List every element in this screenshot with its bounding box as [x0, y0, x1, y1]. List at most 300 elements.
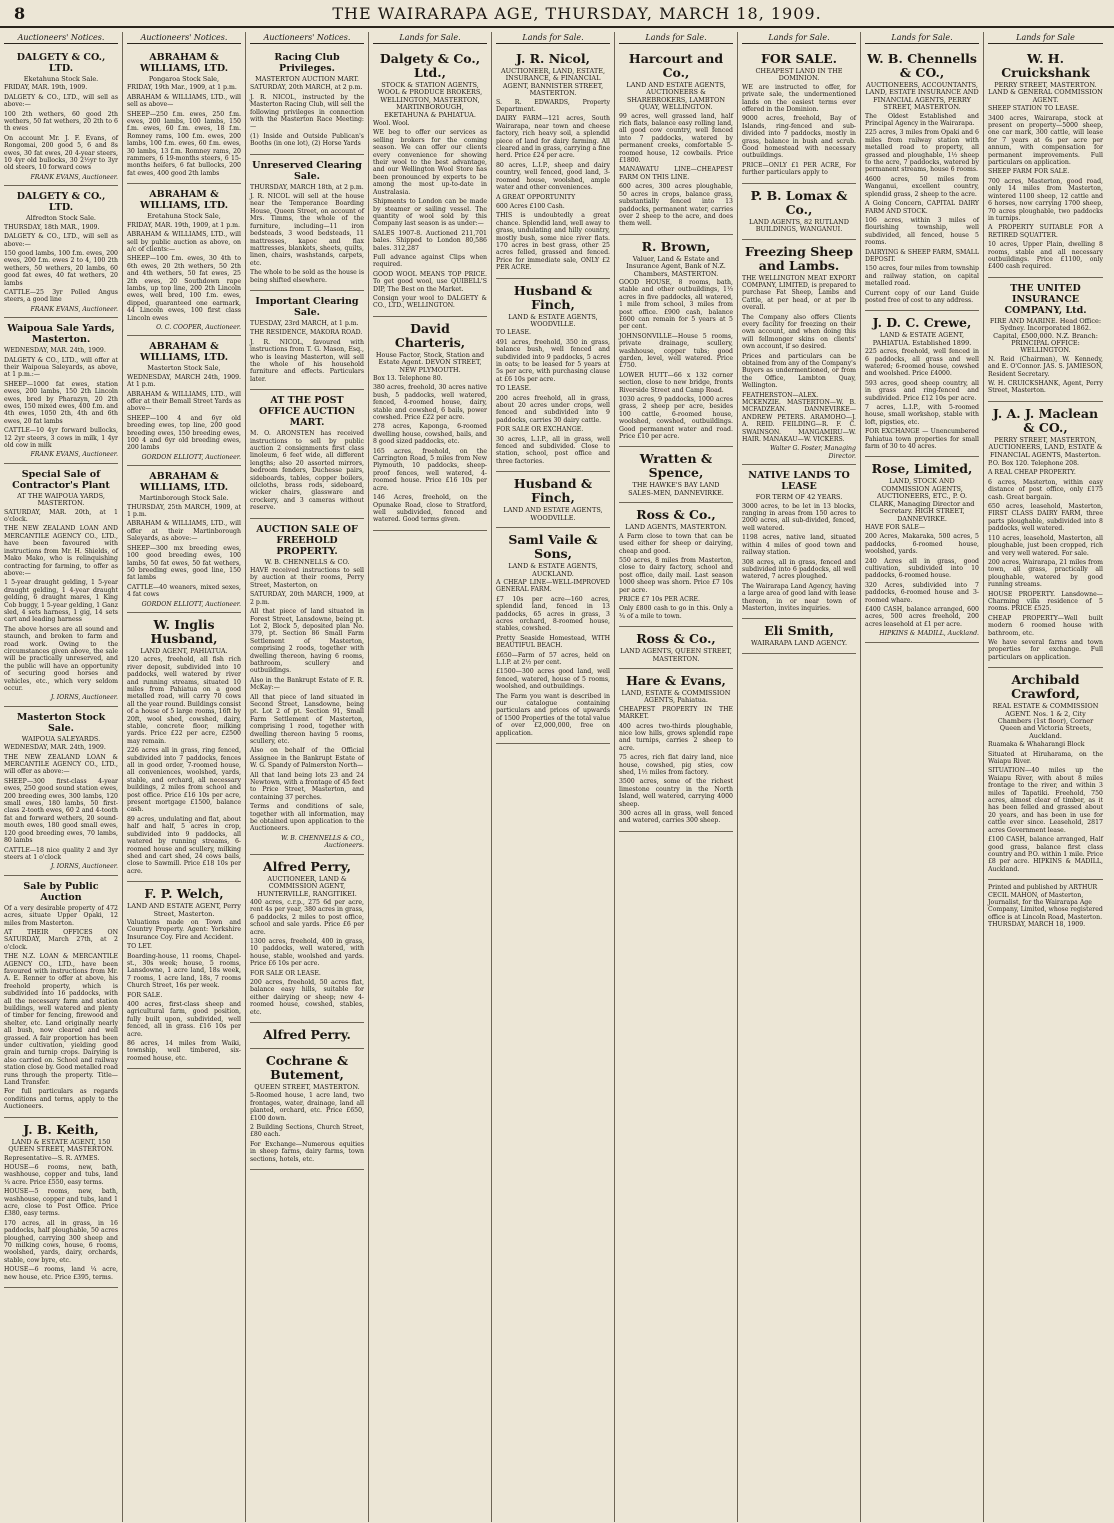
ad-paragraph: The Wairarapa Land Agency, having a large area of good land with lease thereon, in or near town of Masterton, invites inquiries. — [742, 582, 856, 612]
ad-paragraph: J. R. NICOL will sell at the house near the Temperance Boarding House, Queen Street, on account of Mrs. Timms, the whole of the furniture, including—11 iron bedsteads, 3 wood bedsteads, 11 mattresses, kapoc and flax mattresses, blankets, sheets, quilts, linen, chairs, washstands, carpets, etc. — [250, 193, 364, 267]
column-header: Auctioneers' Notices. — [127, 32, 241, 44]
imprint-footer: Printed and published by ARTHUR CECIL MAHON, of Masterton, Journalist, for the Wairarapa Age Company, Limited, whose registered office is at Lincoln Road, Masterton. THURSDAY, MARCH 18, 1909. — [988, 884, 1103, 929]
ad-paragraph: LOWER HUTT—66 x 132 corner section, close to new bridge, fronts Riverside Street and Camp Road. — [619, 371, 733, 394]
ad-paragraph: Shipments to London can be made by steamer or sailing vessel. The quantity of wool sold by this Company last season is as under:— — [373, 198, 487, 228]
ad-paragraph: 300 acres all in grass, well fenced and watered, carries 300 sheep. — [619, 810, 733, 825]
advertisement — [127, 466, 241, 613]
ad-paragraph: Prices and particulars can be obtained from any of the Company's Buyers as undermentioned, or from the Office, Lambton Quay, Wellington. — [742, 352, 856, 390]
ad-paragraph: SHEEP—300 mx breeding ewes, 100 good breeding ewes, 100 lambs, 50 fat ewes, 50 fat wethers, 50 breeding ewes, good line, 150 fat lambs — [127, 544, 241, 582]
ad-paragraph: 2 Building Sections, Church Street, £80 each. — [250, 1124, 364, 1139]
ad-paragraph: HOUSE—5 rooms, new, bath, washhouse, copper and tubs, land 1 acre, close to Post Office. Price £380, easy terms. — [4, 1188, 118, 1218]
ad-subheading: LAND AGENTS, 82 RUTLAND BUILDINGS, WANGANUI. — [749, 217, 849, 234]
ad-paragraph: 3400 acres, Wairarapa, stock at present on property—5000 sheep, one car mark, 300 cattle, will lease for 7 years at 6s per acre per annum, with compensation for permanent improvements. Full particulars on application. — [988, 114, 1103, 167]
advertisement — [373, 47, 487, 317]
ad-heading: FOR SALE. — [761, 51, 837, 66]
ad-paragraph: 99 acres, well grassed land, half rich flats, balance easy rolling land, all good cow country, well fenced into 7 paddocks, watered by permanent creeks, comfortable 5-roomed house, 12 cowbails. Price £1800. — [619, 112, 733, 165]
ad-paragraph: 200 acres, Wairarapa, 21 miles from town, all grass, practically all ploughable, watered by good running streams. — [988, 558, 1103, 589]
ad-paragraph: SATURDAY, 20th MARCH, 1909, at 2 p.m. — [250, 591, 364, 606]
ad-heading: Alfred Perry. — [263, 1027, 351, 1042]
ad-paragraph: TO LEASE. — [496, 329, 531, 337]
ad-paragraph: THIS is undoubtedly a great chance. Splendid land, well away to grass, undulating and hilly country, mostly bush, some nice river flats. 170 acres in best grass, other 25 acres felled, grassed and fenced. Price for immediate sale, ONLY £2 PER ACRE. — [496, 212, 610, 272]
ad-subheading: LAND AND ESTATE AGENTS, AUCTIONEERS & SHAREBROKERS, LAMBTON QUAY, WELLINGTON. — [626, 81, 726, 112]
ad-heading: Rose, Limited, — [871, 461, 973, 477]
advertisement — [742, 184, 856, 240]
ad-paragraph: 1030 acres, 9 paddocks, 1000 acres grass, 2 sheep per acre, besides 100 cattle, 6-roomed house, woolshed, cowshed, outbuildings. Good permanent water and road. Price £10 per acre. — [619, 396, 733, 441]
ad-heading: J. B. Keith, — [23, 1121, 99, 1137]
advertisement — [250, 47, 364, 155]
ad-paragraph: 120 acres, freehold, all fish rich river deposit, subdivided into 10 paddocks, well watered by river and running streams, situated 10 miles from Pahiatua on a good metalled road, will carry 70 cows all the year round. Buildings consist of a house of 5 large rooms, 16ft by 20ft, wool shed, cowshed, dairy, stable, concrete floor, milking yards. Price £22 per acre, £2500 may remain. — [127, 656, 241, 745]
advertisement — [373, 317, 487, 531]
newspaper-title: THE WAIRARAPA AGE, THURSDAY, MARCH 18, 1909. — [332, 3, 822, 23]
ad-paragraph: SITUATION—40 miles up the Waiapu River, with about 8 miles frontage to the river, and within 3 miles of Tapatiki. Freehold, 750 acres, almost clear of timber, as it has been felled and grassed about 20 years, and has been in use for cattle ever since. Leasehold, 2817 acres Government lease. — [988, 767, 1103, 834]
ad-paragraph: 380 acres, freehold, 30 acres native bush, 5 paddocks, well watered, fenced, 4-roomed house, dairy, stable and cowshed, 6 bails, power cowshed. Price £22 per acre. — [373, 384, 487, 422]
ad-paragraph: DALGETY & CO., LTD., will offer at their Waipoua Saleyards, as above, at 1 p.m.:— — [4, 356, 118, 379]
ad-paragraph: Wool. Wool. — [373, 120, 410, 128]
ad-paragraph: PRICE £7 10s PER ACRE. — [619, 595, 700, 603]
advertisement — [127, 336, 241, 466]
ad-heading: David Charteris, — [394, 320, 466, 350]
ad-subheading: AUCTIONEER, LAND & COMMISSION AGENT, HUNTERVILLE, RANGITIKEI. — [257, 874, 357, 898]
ad-paragraph: The Farm you want is described in our catalogue containing particulars and prices of upwards of 1500 Properties of the total value of over £2,000,000, free on application. — [496, 692, 610, 737]
ad-paragraph: THURSDAY, 18th MAR., 1909. — [4, 223, 100, 231]
ad-paragraph: 600 acres, 300 acres ploughable, 50 acres in crops, balance grass, substantially fenced into 13 paddocks, permanent water, carries over 2 sheep to the acre, and does them well. — [619, 183, 733, 228]
ad-heading: R. Brown, — [641, 238, 711, 254]
ad-paragraph: CATTLE—25 3yr Polled Angus steers, a good line — [4, 288, 118, 304]
ad-paragraph: 5-Roomed house, 1 acre land, two frontages, water, drainage, land all planted, orchard, etc. Price £650, £100 down. — [250, 1092, 364, 1122]
advertisement — [988, 278, 1103, 402]
ad-subheading: CHEAPEST LAND IN THE DOMINION. — [755, 67, 843, 83]
ad-heading: Freezing Sheep and Lambs. — [745, 243, 853, 273]
ad-subheading: Eretahuna Stock Sale, — [147, 212, 221, 221]
ad-signature: Walter G. Foster, Managing Director. — [769, 445, 856, 460]
ad-paragraph: CHEAP PROPERTY—Well built modern 6 roomed house with bathroom, etc. — [988, 614, 1103, 637]
ad-paragraph: THURSDAY, 25th MARCH, 1909, at 1 p.m. — [127, 503, 241, 519]
ad-paragraph: SHEEP—250 f.m. ewes, 250 f.m. ewes, 200 lambs, 100 lambs, 150 f.m. ewes, 60 f.m. ewes, 18 f.m. Romney rams, 100 f.m. ewes, 200 lambs, 100 f.m. ewes, 60 f.m. ewes, 30 lambs, 13 f.m. Romney rams, 20 rammers, 6 19-months steers, 6 15-months heifers, 6 fat bullocks, 200 fat ewes, 400 good 2th lambs — [127, 110, 241, 177]
ad-paragraph: ABRAHAM & WILLIAMS, LTD., will sell as above— — [127, 93, 241, 109]
column-2 — [123, 32, 246, 1522]
advertisement — [496, 472, 610, 528]
ad-paragraph: SHEEP—300 first-class 4-year ewes, 250 good sound station ewes, 200 breeding ewes, 300 lambs, 120 small ewes, 180 lambs, 50 first-class 2-tooth ewes, 60 2 and 4-tooth fat and forward wethers, 20 sound-mouth ewes, 180 good small ewes, 120 good breeding ewes, 70 lambs, 80 lambs — [4, 777, 118, 845]
ad-subheading: LAND & ESTATE AGENT, PAHIATUA. Established 1899. — [872, 331, 972, 347]
ad-subheading: AUCTIONEERS, ACCOUNTANTS, LAND, ESTATE INSURANCE AND FINANCIAL AGENTS, PERRY STREET, MASTERTON. — [865, 81, 979, 112]
column-4 — [369, 32, 492, 1522]
ad-heading: Waipoua Sale Yards, Masterton. — [7, 323, 115, 346]
ad-paragraph: 7 acres, L.I.P., with 5-roomed house, small workshop, stable with loft, pigsties, etc. — [865, 404, 979, 426]
ad-subheading: LAND, STOCK AND COMMISSION AGENTS, AUCTIONEERS, ETC., P. O. CLARK, Managing Director and Secretary. HIGH STREET, DANNEVIRKE. — [869, 477, 975, 523]
column-header: Lands for Sale. — [742, 32, 856, 44]
advertisement — [4, 876, 118, 1118]
ad-paragraph: 170 acres, all in grass, in 16 paddocks, half ploughable, 50 acres ploughed, carrying 300 sheep and 70 milking cows, house, 6 rooms, woolshed, yards, dairy, orchards, stable, cow byre, etc. — [4, 1219, 118, 1264]
ad-subheading: MASTERTON AUCTION MART. — [255, 75, 359, 83]
ad-paragraph: 3500 acres, some of the richest limestone country in the North Island, well watered, carrying 4000 sheep. — [619, 778, 733, 808]
ad-subheading: House Factor, Stock, Station and Estate Agent. DEVON STREET, NEW PLYMOUTH. — [375, 350, 485, 374]
column-3 — [246, 32, 369, 1522]
columns — [0, 32, 1114, 1522]
column-7 — [738, 32, 861, 1522]
ad-heading: Saml Vaile & Sons, — [508, 532, 598, 562]
ad-paragraph: HOUSE PROPERTY. Lansdowne—Charming villa residence of 5 rooms. PRICE £525. — [988, 590, 1103, 613]
ad-heading: Sale by Public Auction — [23, 880, 99, 903]
ad-signature: J. IORNS, Auctioneer. — [50, 694, 118, 702]
ad-heading: W. Inglis Husband, — [150, 616, 218, 646]
ad-paragraph: 320 Acres, subdivided into 7 paddocks, 6-roomed house and 3-roomed whare. — [865, 581, 979, 604]
ad-paragraph: The Company also offers Clients every facility for freezing on their own account, and when doing this will fellmonger skins on clients' own account, if so desired. — [742, 313, 856, 351]
ad-paragraph: £400 CASH, balance arranged, 600 acres, 500 acres freehold, 200 acres leasehold at £1 per acre. — [865, 605, 979, 628]
ad-paragraph: Consign your wool to DALGETY & CO., LTD., WELLINGTON. — [373, 294, 487, 310]
ad-paragraph: DAIRYING & SHEEP FARM, SMALL DEPOSIT. — [865, 248, 979, 263]
ad-heading: F. P. Welch, — [144, 886, 224, 902]
advertisement — [742, 619, 856, 653]
ad-paragraph: GOOD WOOL MEANS TOP PRICE. To get good wool, use QUIBELL'S DIP, The Best on the Market. — [373, 270, 487, 293]
ad-paragraph: Boarding-house, 11 rooms, Chapel-st., 30s week; house, 5 rooms, Lansdowne, 1 acre land, 18s week, 7 rooms, 1 acre land, 18s, 7 rooms Church Street, 16s per week. — [127, 952, 241, 990]
ad-paragraph: Current copy of our Land Guide posted free of cost to any address. — [865, 289, 979, 304]
advertisement — [988, 47, 1103, 278]
ad-paragraph: HOUSE—6 rooms, land ¼ acre, new house, etc. Price £395, terms. — [4, 1266, 118, 1281]
ad-subheading: W. B. CHENNELLS & CO. — [264, 557, 350, 566]
ad-paragraph: CHEAPEST PROPERTY IN THE MARKET. — [619, 705, 733, 721]
ad-paragraph: 200 acres freehold, all in grass, about 20 acres under crops, well fenced and subdivided into 9 paddocks, carries 30 dairy cattle. — [496, 394, 610, 424]
advertisement — [496, 528, 610, 744]
ad-heading: Important Clearing Sale. — [255, 295, 359, 318]
ad-paragraph: THURSDAY, MARCH 18th, at 2 p.m. — [250, 183, 364, 191]
ad-subheading: LAND, ESTATE & COMMISSION AGENTS, Pahiatua. — [621, 688, 731, 705]
ad-paragraph: £100 CASH, balance arranged, Half good grass, balance first class country and P.O. within 1 mile. Price £8 per acre. HIPKINS & MADILL, Auckland. — [988, 836, 1103, 873]
ad-heading: Husband & Finch, — [513, 476, 593, 506]
ad-paragraph: 165 acres, freehold, on the Carrington Road, 5 miles from New Plymouth, 10 paddocks, sheep-proof fences, well watered, 4-roomed house. Price £16 10s per acre. — [373, 447, 487, 492]
ad-paragraph: WEDNESDAY, MARCH 24th, 1909. At 1 p.m. — [127, 373, 241, 389]
advertisement — [742, 240, 856, 466]
ad-subheading: FIRE AND MARINE. Head Office: Sydney. Incorporated 1862. Capital, £500,000. N.Z. Branch: PRINCIPAL OFFICE: WELLINGTON. — [989, 316, 1102, 355]
ad-paragraph: All that piece of land situated in Second Street, Lansdowne, being pt. Lot 2 of pt. Section 91, Small Farm Settlement of Masterton, comprising 1 rood, together with dwelling thereon having 5 rooms, scullery, etc. — [250, 693, 364, 745]
ad-paragraph: 9000 acres, freehold, Bay of Islands, ring-fenced and sub-divided into 7 paddocks, mostly in grass, balance in bush and scrub. Good homestead with necessary outbuildings. — [742, 115, 856, 160]
advertisement — [250, 519, 364, 855]
ad-heading: Husband & Finch, — [513, 282, 593, 312]
ad-subheading: LAND & ESTATE AGENT, 150 QUEEN STREET, MASTERTON. — [8, 1137, 114, 1154]
ad-paragraph: 150 acres, four miles from township and railway station, on capital metalled road. — [865, 265, 979, 288]
ad-paragraph: 1198 acres, native land, situated within 4 miles of good town and railway station. — [742, 534, 856, 557]
ad-heading: Racing Club Privileges. — [274, 52, 340, 74]
ad-subheading: THE HAWKE'S BAY LAND SALES-MEN, DANNEVIRKE. — [628, 481, 724, 497]
ad-paragraph: J. R. NICOL, favoured with instructions from T. G. Mason, Esq., who is leaving Masterton, will sell the whole of his household furniture and effects. Particulars later. — [250, 338, 364, 383]
ad-paragraph: 30 acres, L.I.P., all in grass, well fenced and subdivided. Close to station, school, post office and three factories. — [496, 435, 610, 465]
ad-heading: ABRAHAM & WILLIAMS, LTD. — [139, 471, 229, 494]
ad-paragraph: SATURDAY, MAR. 20th, at 1 o'clock. — [4, 508, 118, 524]
ad-paragraph: P.O. Box 120. Telephone 208. — [988, 460, 1079, 468]
ad-subheading: AT THE WAIPOUA YARDS, MASTERTON. — [17, 491, 105, 508]
ad-paragraph: W. H. CRUICKSHANK, Agent, Perry Street, Masterton. — [988, 380, 1103, 395]
ad-subheading: PERRY STREET, MASTERTON, AUCTIONEERS, LAND, ESTATE & FINANCIAL AGENTS, Masterton. — [988, 435, 1103, 459]
ad-paragraph: SHEEP FARM FOR SALE. — [988, 168, 1070, 176]
ad-subheading: Eketahuna Stock Sale. — [23, 75, 99, 83]
ad-paragraph: AT THEIR OFFICES ON SATURDAY, March 27th, at 2 o'clock. — [4, 928, 118, 951]
advertisement — [127, 613, 241, 882]
ad-subheading: LAND AGENTS, MASTERTON. — [625, 523, 727, 532]
ad-paragraph: J. R. NICOL, instructed by the Masterton Racing Club, will sell the following privileges in connection with the Masterton Race Meeting:— — [250, 93, 364, 131]
column-header: Auctioneers' Notices. — [4, 32, 118, 44]
ad-heading: ABRAHAM & WILLIAMS, LTD. — [139, 189, 229, 212]
ad-paragraph: 225 acres, 3 miles from Opaki and 6 miles from railway station with metalled road to property, all grassed and ploughable, 1½ sheep to the acre, 7 paddocks, watered by permanent streams, house 6 rooms. — [865, 129, 979, 174]
ad-heading: NATIVE LANDS TO LEASE — [748, 470, 850, 493]
advertisement — [619, 235, 733, 448]
ad-paragraph: 400 acres, first-class sheep and agricultural farm, good position, fully built upon, subdivided, well fenced, all in grass. £16 10s per acre. — [127, 1001, 241, 1038]
advertisement — [496, 279, 610, 473]
ad-paragraph: 240 Acres all in grass, good cultivation, subdivided into 10 paddocks, 6-roomed house. — [865, 557, 979, 580]
ad-signature: FRANK EVANS, Auctioneer. — [30, 305, 118, 313]
ad-heading: AT THE POST OFFICE AUCTION MART. — [258, 395, 355, 429]
ad-paragraph: TUESDAY, 23rd MARCH, at 1 p.m. — [250, 319, 359, 327]
ad-paragraph: £650—Farm of 57 acres, held on L.I.P. at 2½ per cent. — [496, 651, 610, 666]
ad-paragraph: A GREAT OPPORTUNITY — [496, 193, 576, 201]
ad-paragraph: 700 acres, Masterton, good road, only 14 miles from Masterton, wintered 1100 sheep, 12 cattle and 6 horses, now carrying 1700 sheep, 70 acres ploughable, two paddocks in turnips. — [988, 177, 1103, 222]
advertisement — [619, 669, 733, 832]
ad-paragraph: M. O. ARONSTEN has received instructions to sell by public auction 2 consignments first class linoleum, 6 feet wide, all different lengths; also 20 assorted mirrors, bedroom fenders, Duchesse pairs, sideboards, tables, copper boilers, oilcloths, brass rods, sideboard, wicker chairs, glassware and crockery, and 3 cameras without reserve. — [250, 430, 364, 512]
ad-signature: GORDON ELLIOTT, Auctioneer. — [141, 600, 241, 608]
ad-paragraph: WEDNESDAY, MAR. 24th, 1909. — [4, 744, 106, 752]
advertisement — [742, 47, 856, 184]
ad-signature: HIPKINS & MADILL, Auckland. — [879, 630, 979, 638]
ad-paragraph: A CHEAP LINE—WELL-IMPROVED GENERAL FARM. — [496, 578, 610, 594]
masthead — [0, 0, 1114, 28]
ad-subheading: WAIRARAPA LAND AGENCY. — [750, 639, 848, 648]
advertisement — [127, 47, 241, 184]
ad-paragraph: On account Mr. J. F. Evans, of Rongomai, 200 good 5, 6 and 8s ewes, 30 fat ewes, 20 4-year steers, 10 4yr old bullocks, 30 2½yr to 3yr old steers, 10 forward cows — [4, 134, 118, 172]
ad-heading: Harcourt and Co., — [628, 51, 724, 80]
ad-paragraph: CATTLE—18 nice quality 2 and 3yr steers at 1 o'clock — [4, 846, 118, 861]
ad-paragraph: 226 acres all in grass, ring fenced, subdivided into 7 paddocks, fences all in good order, 7-roomed house, all conveniences, woolshed, yards, stable, and orchard, all necessary buildings, 2 miles from school and post office. Price £16 10s per acre, present mortgage £1500, balance cash. — [127, 747, 241, 814]
ad-paragraph: 200 Acres, Makaraka, 500 acres, 5 paddocks, 6-roomed house, woolshed, yards. — [865, 533, 979, 556]
ad-heading: Hare & Evans, — [626, 672, 726, 688]
ad-paragraph: We have several farms and town properties for exchange. Full particulars on application. — [988, 638, 1103, 661]
ad-paragraph: A Going Concern, CAPITAL DAIRY FARM AND STOCK. — [865, 200, 979, 215]
advertisement — [250, 390, 364, 518]
ad-heading: Ross & Co., — [636, 631, 716, 647]
ad-paragraph: All that piece of land situated in Forest Street, Lansdowne, being pt. Lot 2, Block 5, deposited plan No. 379, pt. Section 86 Small Farm Settlement of Masterton, comprising 2 roods, together with dwelling thereon, having 6 rooms, bathroom, scullery and outbuildings. — [250, 608, 364, 675]
ad-subheading: PERRY STREET, MASTERTON. LAND & GENERAL COMMISSION AGENT. — [988, 81, 1103, 104]
ad-heading: ABRAHAM & WILLIAMS, LTD. — [139, 52, 229, 74]
ad-paragraph: 650 acres, leasehold, Masterton, FIRST CLASS DAIRY FARM, three parts ploughable, subdivided into 8 paddocks, well watered. — [988, 503, 1103, 533]
ad-subheading: WAIPOUA SALEYARDS. — [21, 734, 101, 743]
column-header: Auctioneers' Notices. — [250, 32, 364, 44]
ad-paragraph: JOHNSONVILLE—House 5 rooms, private drainage, scullery, washhouse, copper tubs; good garden, level, well watered. Price £750. — [619, 332, 733, 370]
ad-heading: Ross & Co., — [636, 507, 716, 523]
ad-paragraph: WEDNESDAY, MAR. 24th, 1909. — [4, 347, 106, 355]
ad-subheading: AUCTIONEER, LAND, ESTATE, INSURANCE, & FINANCIAL AGENT, BANNISTER STREET, MASTERTON. — [500, 67, 606, 98]
ad-paragraph: TO LEASE. — [496, 385, 531, 393]
page-number: 8 — [14, 3, 27, 23]
ad-heading: Alfred Perry, — [262, 858, 352, 874]
ad-subheading: FOR TERM OF 42 YEARS. — [755, 493, 843, 502]
ad-paragraph: 150 good lambs, 100 f.m. ewes, 200 ewes, 200 f.m. ewes 2 to 4, 100 2th wethers, 50 wethers, 20 lambs, 60 good fat ewes, 40 fat wethers, 20 lambs — [4, 249, 118, 287]
ad-heading: Special Sale of Contractor's Plant — [12, 468, 110, 491]
ad-paragraph: THE NEW ZEALAND LOAN AND MERCANTILE AGENCY CO., LTD., have been favoured with instructions from Mr. H. Shields, of Mako Mako, who is relinquishing contracting for farming, to offer as above:— — [4, 525, 118, 577]
ad-paragraph: DALGETY & CO., LTD., will sell as above:— — [4, 93, 118, 109]
ad-paragraph: Situated at Hiruharama, on the Waiapu River. — [988, 750, 1103, 766]
ad-paragraph: SHEEP—1000 fat ewes, station ewes, 200 lambs, 150 2th Lincoln ewes, bred by Pharazyn, 20 2th ewes, 150 mixed ewes, 400 f.m. and 4th ewes, 1050 2th, 4th and 6th ewes, 20 fat lambs — [4, 380, 118, 425]
ad-paragraph: A REAL CHEAP PROPERTY. — [988, 469, 1076, 477]
advertisement — [619, 447, 733, 503]
ad-paragraph: All that land being lots 23 and 24 Newtown, with a frontage of 45 feet to Price Street, Masterton, and containing 37 perches. — [250, 771, 364, 801]
ad-paragraph: FOR SALE OR EXCHANGE. — [496, 426, 584, 434]
ad-signature: GORDON ELLIOTT, Auctioneer. — [141, 453, 241, 461]
advertisement — [742, 465, 856, 619]
ad-signature: W. B. CHENNELLS & CO., Auctioneers. — [281, 834, 364, 850]
ad-paragraph: 200 acres, freehold, 50 acres flat, balance easy hills, suitable for either dairying or sheep; new 4-roomed house, cowshed, stables, etc. — [250, 978, 364, 1016]
advertisement — [619, 47, 733, 235]
ad-heading: Eli Smith, — [764, 623, 834, 639]
ad-paragraph: 6 acres, Masterton, within easy distance of post office, only £175 cash. Great bargain. — [988, 478, 1103, 501]
column-5 — [492, 32, 615, 1522]
advertisement — [4, 186, 118, 318]
ad-paragraph: 100 2th wethers, 60 good 2th wethers, 50 fat wethers, 20 2th to 6 th ewes — [4, 110, 118, 133]
ad-heading: Masterton Stock Sale. — [16, 711, 106, 734]
advertisement — [250, 291, 364, 390]
ad-paragraph: DAIRY FARM—121 acres, South Wairarapa, near town and cheese factory, rich heavy soil, a splendid piece of land for dairy farming. All cleared and in grass, carrying a fine herd. Price £24 per acre. — [496, 115, 610, 160]
ad-heading: J. D. C. Crewe, — [872, 315, 972, 331]
ad-paragraph: 146 Acres, freehold, on the Opunake Road, close to Stratford, well subdivided, fenced and watered. Good terms given. — [373, 494, 487, 524]
ad-heading: W. B. Chennells & CO., — [867, 51, 977, 80]
ad-paragraph: 600 Acres £100 Cash. — [496, 202, 565, 210]
column-8 — [861, 32, 984, 1522]
advertisement — [250, 1023, 364, 1049]
ad-heading: AUCTION SALE OF FREEHOLD PROPERTY. — [256, 523, 358, 557]
ad-paragraph: (1) Inside and Outside Publican's Booths (in one lot), (2) Horse Yards — [250, 132, 364, 148]
advertisement — [250, 855, 364, 1023]
advertisement — [619, 627, 733, 669]
ad-paragraph: FRIDAY, 19th Mar., 1909, at 1 p.m. — [127, 84, 237, 92]
ad-paragraph: 400 acres, c.r.p., 275 6d per acre, rent 4s per year, 380 acres in grass, 6 paddocks, 2 miles to post office, school and sale yards. Price £6 per acre. — [250, 898, 364, 936]
ad-paragraph: 10 acres, Upper Plain, dwelling 8 rooms, stable and all necessary outbuildings. Price £1100, only £400 cash required. — [988, 241, 1103, 271]
ad-subheading: LAND AND ESTATE AGENT, Perry Street, Masterton. — [127, 902, 241, 918]
advertisement — [250, 1049, 364, 1170]
ad-paragraph: Full advance against Clips when required. — [373, 253, 487, 269]
ad-paragraph: Representative—S. R. AYMES. — [4, 1154, 100, 1162]
ad-heading: Wratten & Spence, — [639, 451, 713, 481]
ad-paragraph: 400 acres two-thirds ploughable, nice low hills, grows splendid rape and turnips, carries 2 sheep to acre. — [619, 722, 733, 752]
ad-paragraph: PRICE—ONLY £1 PER ACRE, For further particulars apply to — [742, 161, 856, 177]
ad-paragraph: FOR SALE OR LEASE. — [250, 969, 321, 977]
ad-paragraph: WE are instructed to offer, for private sale, the undermentioned lands on the easiest terms ever offered in the Dominion. — [742, 83, 856, 114]
ad-paragraph: 278 acres, Kaponga, 6-roomed dwelling house, cowshed, bails, and 8 good sized paddocks, etc. — [373, 423, 487, 446]
ad-paragraph: SHEEP—100 4 and 6yr old breeding ewes, top line, 200 good breeding ewes, 150 breeding ewes, 100 4 and 6yr old breeding ewes, 200 lambs — [127, 414, 241, 452]
ad-paragraph: FRIDAY, MAR. 19th, 1909. — [4, 84, 88, 92]
ad-paragraph: SHEEP STATION TO LEASE. — [988, 105, 1079, 113]
ad-subheading: Martinborough Stock Sale. — [139, 494, 229, 503]
column-header: Lands for Sale. — [373, 32, 487, 44]
advertisement — [865, 311, 979, 457]
ad-paragraph: HOUSE—6 rooms, new, bath, washhouse, copper and tubs, land ¼ acre. Price £550, easy terms. — [4, 1163, 118, 1186]
ad-subheading: QUEEN STREET, MASTERTON. — [254, 1083, 360, 1091]
ad-paragraph: Also in the Bankrupt Estate of F. R. McKay:— — [250, 676, 364, 692]
ad-paragraph: Valuations made on Town and Country Property. Agent: Yorkshire Insurance Coy. Fire and Accident. — [127, 918, 241, 941]
ad-subheading: Masterton Stock Sale, — [147, 364, 221, 373]
ad-paragraph: The above horses are all sound and staunch, and broken to farm and road work. Owing to the circumstances given above, the sale will be practically unreserved, and the public will have an opportunity of securing good horses and vehicles, etc., which very seldom occur. — [4, 625, 118, 692]
ad-paragraph: Pretty Seaside Homestead, WITH BEAUTIFUL BEACH. — [496, 634, 610, 650]
ad-paragraph: THE WELLINGTON MEAT EXPORT COMPANY, LIMITED, is prepared to purchase Fat Sheep, Lambs and Cattle, at per head, or at per lb overall. — [742, 274, 856, 312]
ad-subheading: Valuer, Land & Estate and Insurance Agent, Bank of N.Z. Chambers, MASTERTON. — [626, 254, 726, 278]
ad-signature: FRANK EVANS, Auctioneer. — [30, 173, 118, 181]
ad-paragraph: SALES 1907-8. Auctioned 211,701 bales. Shipped to London 80,586 bales. 312,287 — [373, 229, 487, 252]
ad-paragraph: HAVE received instructions to sell by auction at their rooms, Perry Street, Masterton, on — [250, 567, 364, 589]
ad-paragraph: THE N.Z. LOAN & MERCANTILE AGENCY CO., LTD., have been favoured with instructions from Mr. A. E. Renner to offer at above, his freehold property, which is subdivided into 16 paddocks, with all the necessary farm and station buildings, well watered and plenty of timber for fencing, firewood and shelter, etc. Land originally nearly all bush, now cleared and well grassed. A fair proportion has been under cultivation, yielding good grain and turnip crops. Dairying is also carried on. School and railway station close by. Good metalled road runs through the property. Title—Land Transfer. — [4, 953, 118, 1087]
ad-paragraph: N. Reid (Chairman), W. Kennedy, and E. O'Connor. JAS. S. JAMIESON, Resident Secretary. — [988, 355, 1103, 378]
ad-subheading: STOCK & STATION AGENTS, WOOL & PRODUCE BROKERS, WELLINGTON, MASTERTON, MARTINBOROUGH, EKETAHUNA & PAHIATUA. — [377, 81, 483, 119]
ad-paragraph: WE beg to offer our services as selling brokers for the coming season. We can offer our clients every convenience for showing their wool to the best advantage, and our Wellington Wool Store has been pronounced by experts to be among the most up-to-date in Australasia. — [373, 129, 487, 196]
ad-paragraph: The Oldest Established and Principal Agency in the Wairarapa. — [865, 112, 979, 128]
ad-paragraph: Also on behalf of the Official Assignee in the Bankrupt Estate of W. G. Spandy of Palmerston North— — [250, 747, 364, 770]
advertisement — [4, 707, 118, 876]
ad-paragraph: Ruamaka & Whaharangi Block — [988, 741, 1085, 749]
ad-heading: J. R. Nicol, — [516, 51, 590, 66]
ad-paragraph: 106 acres, within 3 miles of flourishing township, well subdivided, all fenced, house 5 rooms. — [865, 216, 979, 247]
ad-heading: Archibald Crawford, — [1011, 672, 1080, 702]
column-9 — [984, 32, 1107, 1522]
ad-subheading: LAND & ESTATE AGENTS, AUCKLAND. — [508, 562, 598, 578]
advertisement — [250, 155, 364, 291]
advertisement — [988, 402, 1103, 668]
ad-heading: Unreserved Clearing Sale. — [252, 159, 362, 182]
column-header: Lands for Sale. — [865, 32, 979, 44]
ad-paragraph: 80 acres, L.I.P., sheep and dairy country, well fenced, good land, 3-roomed house, woolshed, ample water and other conveniences. — [496, 161, 610, 192]
column-1 — [0, 32, 123, 1522]
ad-paragraph: ABRAHAM & WILLIAMS, LTD., will offer at their Bemall Street Yards as above— — [127, 390, 241, 413]
ad-paragraph: THE NEW ZEALAND LOAN & MERCANTILE AGENCY CO., LTD., will offer as above:— — [4, 753, 118, 776]
ad-heading: DALGETY & CO., LTD. — [16, 52, 106, 74]
advertisement — [496, 47, 610, 279]
ad-heading: Dalgety & Co., Ltd., — [379, 51, 481, 80]
ad-subheading: Pongaroa Stock Sale, — [148, 75, 220, 83]
ad-paragraph: 86 acres, 14 miles from Waiki, township, well timbered, six-roomed house, etc. — [127, 1040, 241, 1062]
ad-subheading: LAND AGENT, PAHIATUA. — [140, 646, 228, 655]
ad-paragraph: 4600 acres, 50 miles from Wanganui, excellent country, splendid grass, 2 sheep to the acre. — [865, 175, 979, 198]
ad-paragraph: HAVE FOR SALE— — [865, 523, 926, 531]
ad-heading: ABRAHAM & WILLIAMS, LTD. — [139, 341, 229, 364]
advertisement — [127, 882, 241, 1069]
ad-signature: FRANK EVANS, Auctioneer. — [30, 451, 118, 459]
advertisement — [127, 184, 241, 336]
advertisement — [865, 457, 979, 642]
ad-paragraph: Terms and conditions of sale, together with all information, may be obtained upon application to the Auctioneers. — [250, 803, 364, 833]
advertisement — [4, 464, 118, 707]
ad-paragraph: For full particulars as regards conditions and terms, apply to the Auctioneers. — [4, 1088, 118, 1111]
ad-heading: THE UNITED INSURANCE COMPANY, Ltd. — [1004, 282, 1087, 316]
ad-paragraph: A Farm close to town that can be used either for sheep or dairying, cheap and good. — [619, 532, 733, 555]
ad-subheading: LAND AGENTS, QUEEN STREET, MASTERTON. — [620, 647, 732, 663]
ad-paragraph: SHEEP—100 f.m. ewes, 30 4th to 6th ewes, 20 2th wethers, 50 2th and 4th wethers, 50 fat ewes, 25 2th ewes, 20 Southdown rape lambs, up top line, 200 2th Lincoln ewes, well bred, 100 f.m. ewes, dipped, guaranteed one earmark, 44 Lincoln ewes, 100 first class Lincoln ewes — [127, 255, 241, 322]
ad-paragraph: A PROPERTY SUITABLE FOR A RETIRED SQUATTER. — [988, 224, 1103, 239]
ad-paragraph: 550 acres, 8 miles from Masterton, close to dairy factory, school and post office, daily mail. Last season 1000 sheep was shorn. Price £7 10s per acre. — [619, 556, 733, 594]
ad-subheading: LAND & ESTATE AGENTS, WOODVILLE. — [508, 312, 598, 328]
ad-paragraph: CATTLE—40 weaners, mixed sexes, 4 fat cows — [127, 583, 241, 599]
ad-paragraph: THE RESIDENCE, MAKORA ROAD. — [250, 329, 363, 337]
column-6 — [615, 32, 738, 1522]
ad-heading: P. B. Lomax & Co., — [750, 187, 848, 217]
ad-paragraph: FOR SALE. — [127, 991, 163, 999]
advertisement — [865, 47, 979, 311]
ad-subheading: Alfredton Stock Sale. — [25, 214, 96, 223]
column-header: Lands for Sale — [988, 32, 1103, 44]
ad-paragraph: 89 acres, undulating and flat, about half and half, 5 acres in crop, subdivided into 9 paddocks, all watered by running streams, 6-roomed house and scullery, milking shed and cart shed, 24 cows bails, close to Sawmill. Price £18 10s per acre. — [127, 815, 241, 875]
ad-paragraph: ABRAHAM & WILLIAMS, LTD., will offer at their Martinborough Saleyards, as above:— — [127, 520, 241, 543]
ad-paragraph: FOR EXCHANGE — Unencumbered Pahiatua town properties for small farm of 30 to 40 acres. — [865, 428, 979, 451]
ad-paragraph: FRIDAY, MAR. 19th, 1909, at 1 p.m. — [127, 221, 240, 229]
ad-paragraph: FEATHERSTON—ALEX. MCKENZIE. MASTERTON—W. B. MCFADZEAN. DANNEVIRKE—ANDREW PETERS. ARAMOHO—J. A. REID. FEILDING—R. F. C. SWAINSON. MANGAMIRU—W. HAIR. MANAKAU—W. VICKERS. — [742, 391, 856, 444]
ad-paragraph: £7 10s per acre—160 acres, splendid land, fenced in 13 paddocks, 65 acres in grass, 3 acres orchard, 8-roomed house, stables, cowshed. — [496, 595, 610, 633]
ad-paragraph: Of a very desirable property of 472 acres, situate Upper Opaki, 12 miles from Masterton. — [4, 904, 118, 927]
ad-paragraph: For Exchange—Numerous equities in sheep farms, dairy farms, town sections, hotels, etc. — [250, 1140, 364, 1163]
ad-signature: O. C. COOPER, Auctioneer. — [156, 323, 241, 331]
column-header: Lands for Sale. — [496, 32, 610, 44]
ad-paragraph: 1 5-year draught gelding, 1 5-year draught gelding, 1 4-year draught gelding, 6 draught mares, 1 King Cob buggy, 1 5-year gelding, 1 Ganz sled, 4 sets harness, 1 gig, 14 sets cart and leading harness — [4, 579, 118, 624]
